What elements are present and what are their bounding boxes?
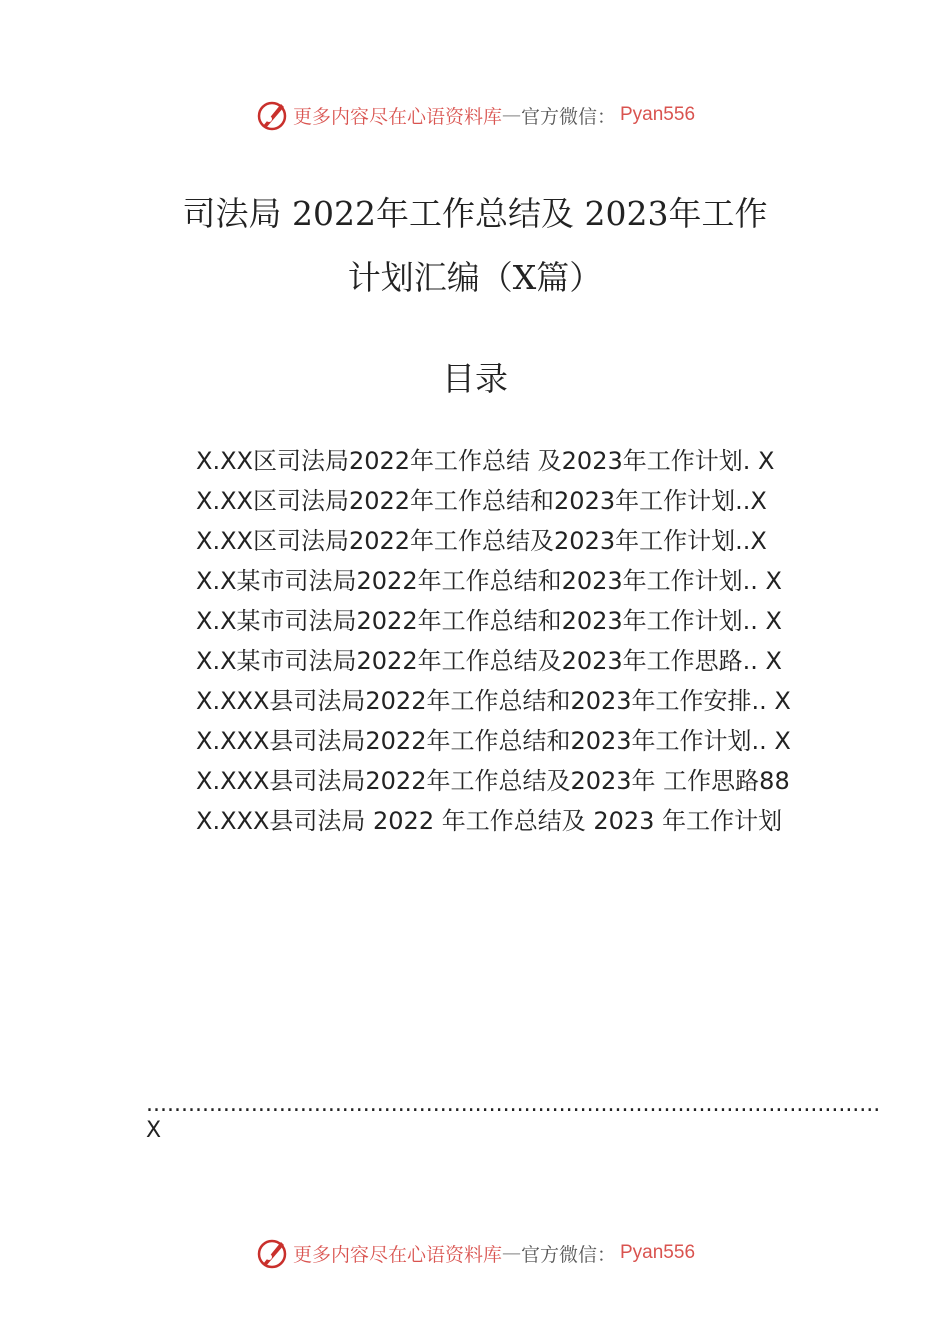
toc-item[interactable]: X.XXX县司法局2022年工作总结和2023年工作计划.. X xyxy=(196,727,791,755)
document-title-line1: 司法局 2022年工作总结及 2023年工作 xyxy=(182,194,768,233)
banner-separator: — xyxy=(501,1242,521,1264)
toc-item[interactable]: X.XXX县司法局2022年工作总结和2023年工作安排.. X xyxy=(196,687,791,715)
header-watermark-banner xyxy=(0,95,950,135)
toc-item[interactable]: X.XXX县司法局 2022 年工作总结及 2023 年工作计划 xyxy=(196,807,783,835)
pen-in-circle-icon xyxy=(255,1236,289,1270)
banner-wechat-label: 官方微信： xyxy=(520,105,616,128)
banner-text: 更多内容尽在心语资料库 xyxy=(292,105,502,128)
banner-wechat-label: 官方微信： xyxy=(520,1243,616,1266)
banner-separator: — xyxy=(501,104,521,126)
footer-watermark-banner xyxy=(0,1233,950,1273)
toc-dot-leader: ......................................................................................................... X xyxy=(146,1092,881,1143)
document-title-line2: 计划汇编（X篇） xyxy=(347,258,603,297)
toc-item[interactable]: X.XX区司法局2022年工作总结和2023年工作计划..X xyxy=(196,487,767,515)
toc-item[interactable]: X.XX区司法局2022年工作总结 及2023年工作计划. X xyxy=(196,447,775,475)
toc-item[interactable]: X.XXX县司法局2022年工作总结及2023年 工作思路88 xyxy=(196,767,790,795)
toc-item[interactable]: X.X某市司法局2022年工作总结和2023年工作计划.. X xyxy=(196,567,782,595)
toc-item[interactable]: X.X某市司法局2022年工作总结及2023年工作思路.. X xyxy=(196,647,782,675)
toc-item[interactable]: X.XX区司法局2022年工作总结及2023年工作计划..X xyxy=(196,527,767,555)
pen-in-circle-icon xyxy=(255,98,289,132)
toc-item[interactable]: X.X某市司法局2022年工作总结和2023年工作计划.. X xyxy=(196,607,782,635)
banner-text: 更多内容尽在心语资料库 xyxy=(292,1243,502,1266)
banner-account: Pyan556 xyxy=(620,1242,696,1263)
table-of-contents xyxy=(196,446,846,846)
banner-account: Pyan556 xyxy=(620,104,696,125)
toc-heading: 目录 xyxy=(442,359,508,398)
